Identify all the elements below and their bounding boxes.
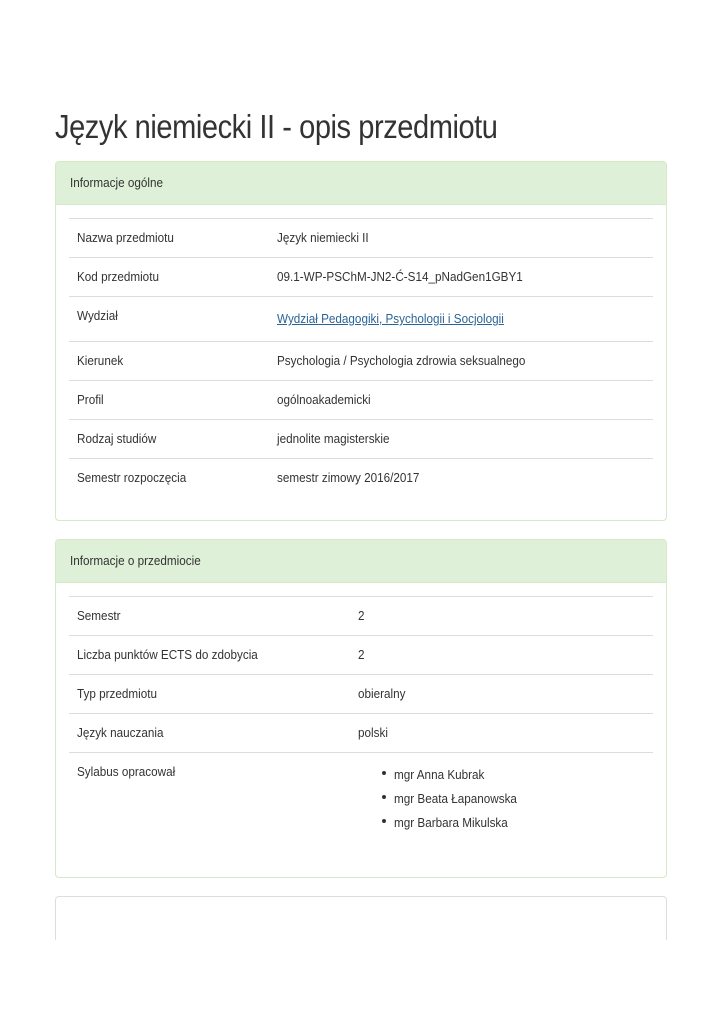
page-title: Język niemiecki II - opis przedmiotu: [55, 108, 498, 145]
table-row: [69, 675, 653, 714]
table-row: [69, 714, 653, 753]
row-label: Profil: [69, 381, 269, 420]
table-row: [69, 636, 653, 675]
row-value: [350, 753, 653, 836]
row-label: Typ przedmiotu: [69, 675, 350, 714]
row-value: Psychologia / Psychologia zdrowia seksualnego: [269, 342, 653, 381]
row-value: ogólnoakademicki: [269, 381, 653, 420]
row-label: Semestr rozpoczęcia: [69, 459, 269, 498]
row-label: Kierunek: [69, 342, 269, 381]
row-value: jednolite magisterskie: [269, 420, 653, 459]
row-value: polski: [350, 714, 653, 753]
table-row: [69, 420, 653, 459]
row-label: Rodzaj studiów: [69, 420, 269, 459]
row-label: Wydział: [69, 297, 269, 342]
faculty-link[interactable]: Wydział Pedagogiki, Psychologii i Socjologii: [277, 311, 504, 326]
course-info-panel: [55, 539, 667, 878]
row-label: Kod przedmiotu: [69, 258, 269, 297]
general-info-heading: Informacje ogólne: [56, 162, 666, 205]
row-label: Nazwa przedmiotu: [69, 219, 269, 258]
list-item: mgr Barbara Mikulska: [382, 811, 645, 835]
general-info-table: [69, 218, 653, 497]
row-label: Język nauczania: [69, 714, 350, 753]
list-item: mgr Anna Kubrak: [382, 763, 645, 787]
row-value: 09.1-WP-PSChM-JN2-Ć-S14_pNadGen1GBY1: [269, 258, 653, 297]
row-value: Język niemiecki II: [269, 219, 653, 258]
table-row: [69, 753, 653, 836]
row-label: Sylabus opracował: [69, 753, 350, 836]
table-row: [69, 381, 653, 420]
table-row: [69, 342, 653, 381]
course-info-table: [69, 596, 653, 835]
row-value: semestr zimowy 2016/2017: [269, 459, 653, 498]
page-bottom: [0, 940, 725, 1024]
row-value: 2: [350, 636, 653, 675]
table-row: [69, 297, 653, 342]
table-row: [69, 459, 653, 498]
table-row: [69, 597, 653, 636]
table-row: [69, 258, 653, 297]
general-info-panel: [55, 161, 667, 521]
list-item: mgr Beata Łapanowska: [382, 787, 645, 811]
author-list: [358, 763, 645, 835]
row-label: Semestr: [69, 597, 350, 636]
row-value: obieralny: [350, 675, 653, 714]
row-value: 2: [350, 597, 653, 636]
row-value: [269, 297, 653, 342]
table-row: [69, 219, 653, 258]
course-info-heading: Informacje o przedmiocie: [56, 540, 666, 583]
row-label: Liczba punktów ECTS do zdobycia: [69, 636, 350, 675]
